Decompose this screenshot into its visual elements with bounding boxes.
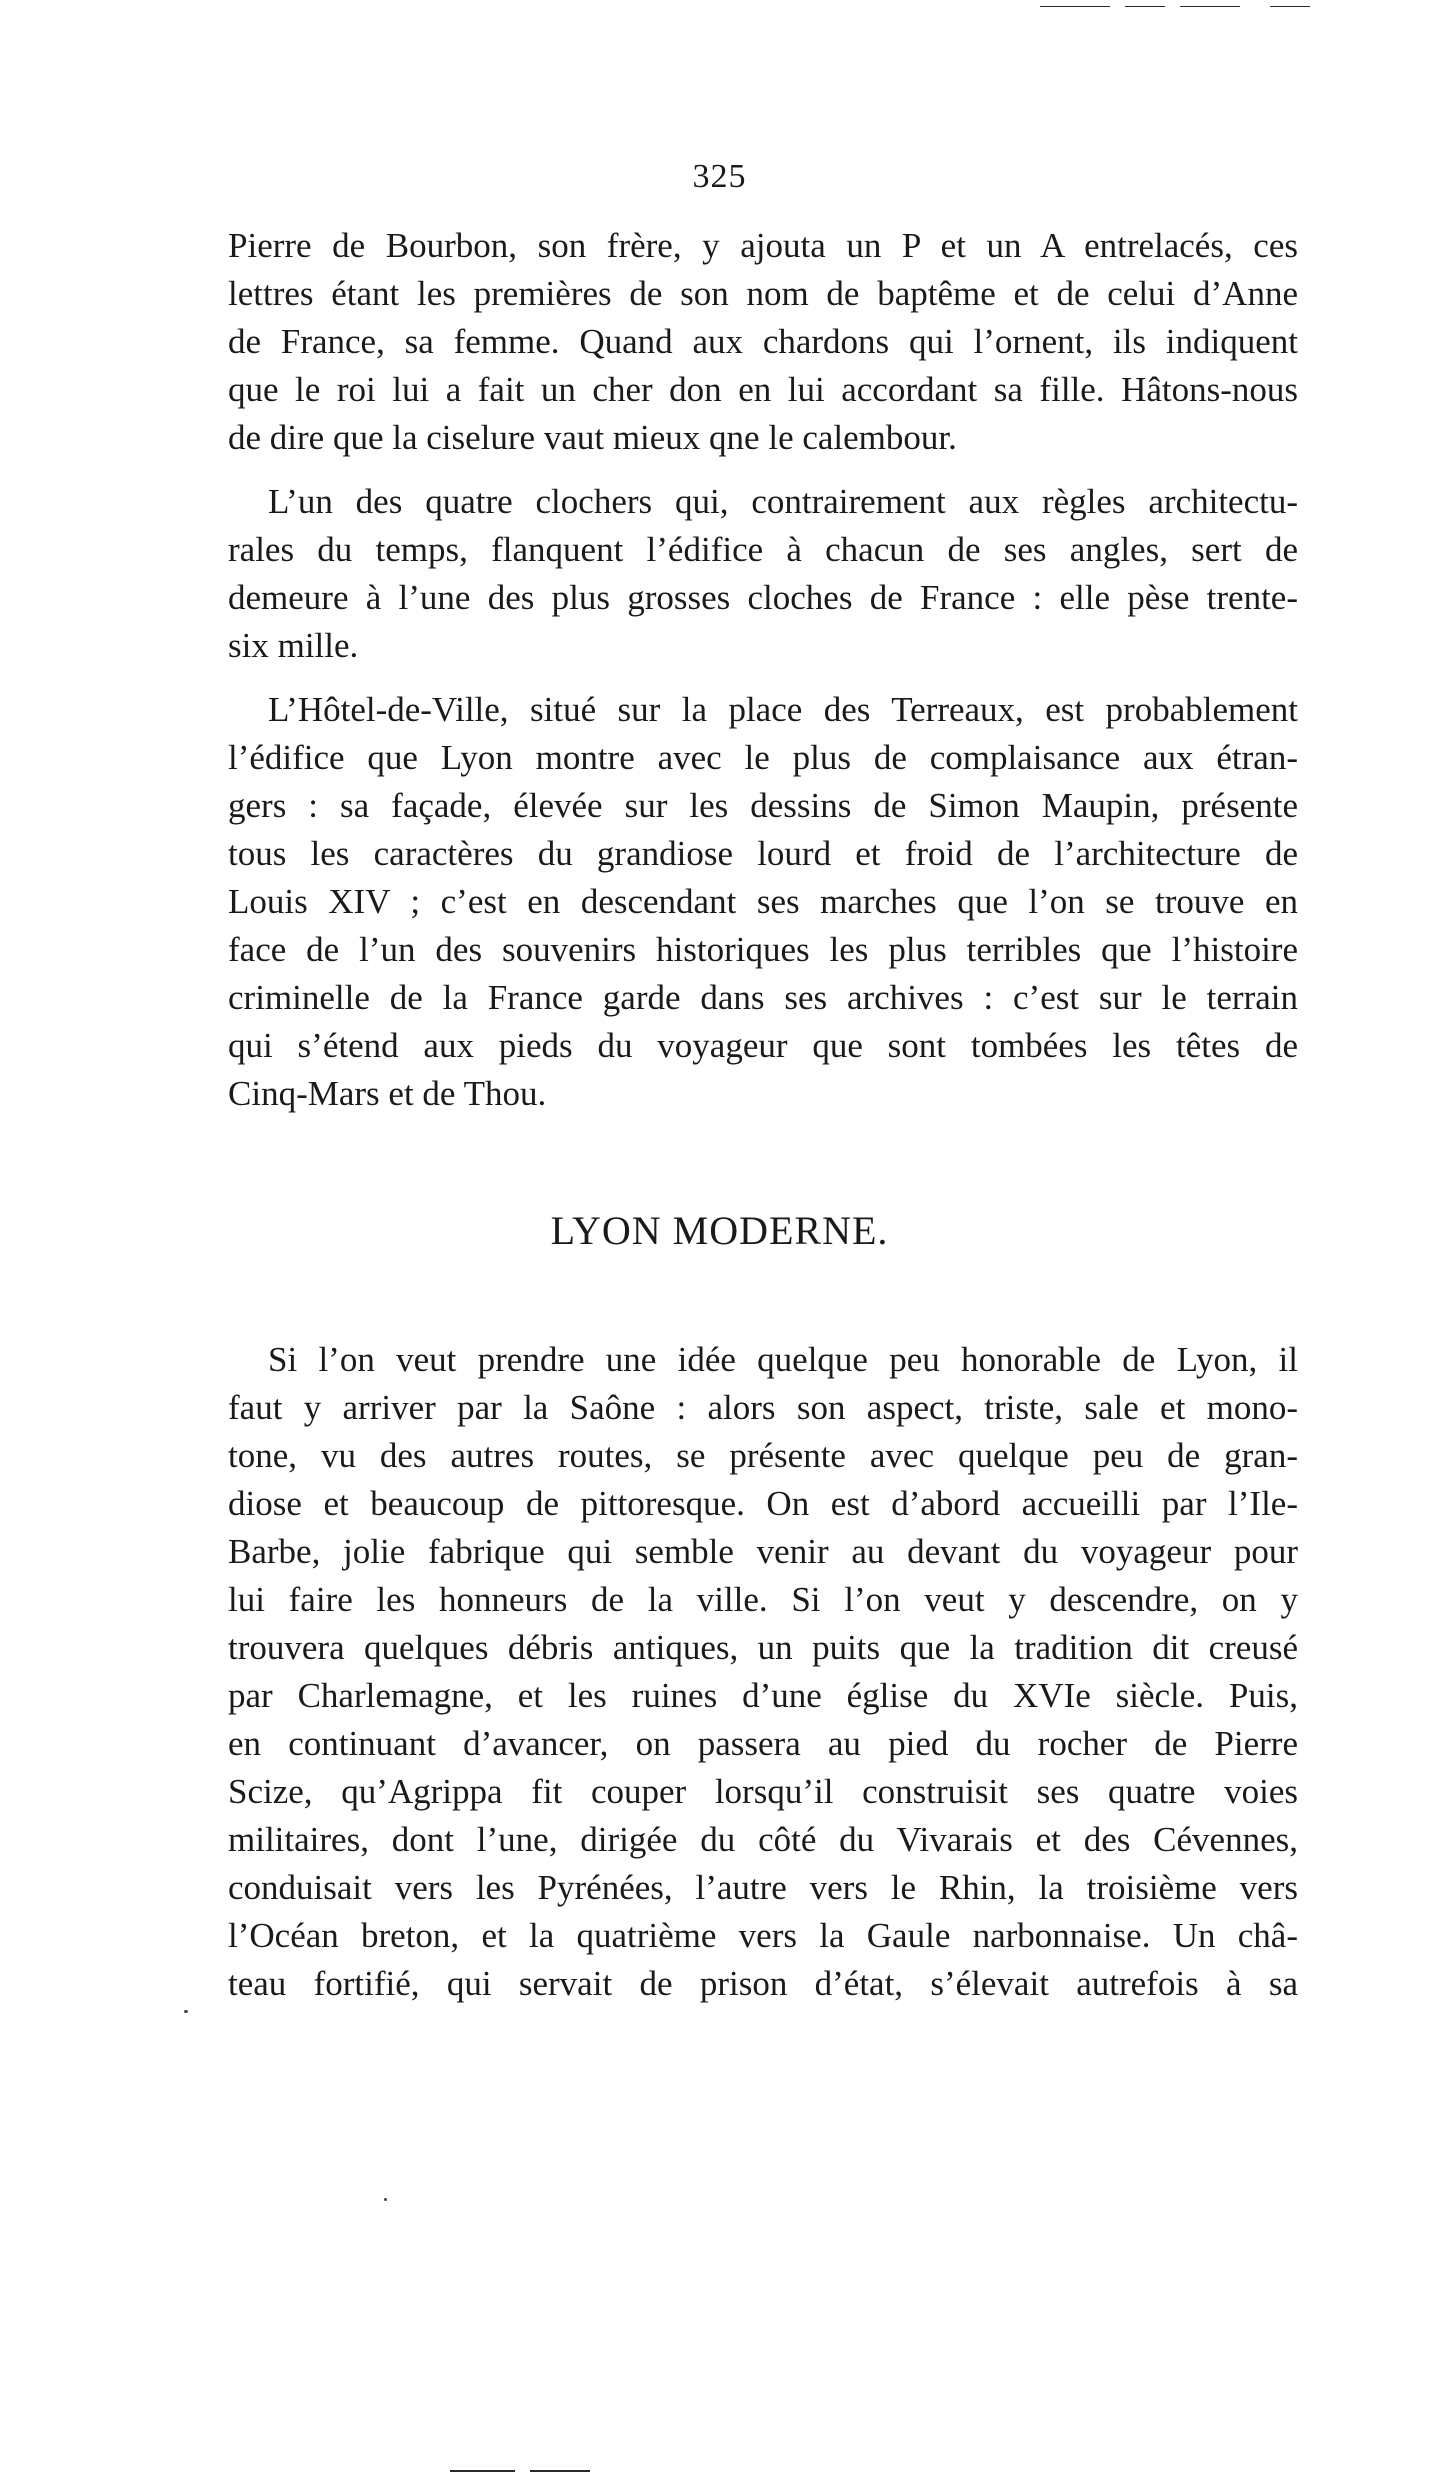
text-line: demeure à l’une des plus grosses cloches de France : elle pèse trente- [228,578,1298,617]
text-line: trouvera quelques débris antiques, un puits que la tradition dit creusé [228,1628,1298,1667]
text-line: gers : sa façade, élevée sur les dessins de Simon Maupin, présente [228,786,1298,825]
page-number: 325 [692,158,747,195]
top-rule-1 [1040,6,1110,7]
speck [384,2198,387,2201]
text-line: militaires, dont l’une, dirigée du côté du Vivarais et des Cévennes, [228,1820,1298,1859]
text-line: en continuant d’avancer, on passera au pied du rocher de Pierre [228,1724,1298,1763]
top-rule-4 [1270,6,1310,7]
text-line: l’édifice que Lyon montre avec le plus de complaisance aux étran- [228,738,1298,777]
text-line: Pierre de Bourbon, son frère, y ajouta un P et un A entrelacés, ces [228,226,1298,265]
section-heading: LYON MODERNE. [550,1208,889,1253]
paragraph-1 [228,222,1298,462]
speck [184,2010,188,2013]
text-line: Cinq-Mars et de Thou. [228,1074,547,1113]
text-line: criminelle de la France garde dans ses archives : c’est sur le terrain [228,978,1298,1017]
text-line: Barbe, jolie fabrique qui semble venir au devant du voyageur pour [228,1532,1298,1571]
top-rule-2 [1125,6,1165,7]
text-line: diose et beaucoup de pittoresque. On est d’abord accueilli par l’Ile- [228,1484,1298,1523]
text-line: par Charlemagne, et les ruines d’une église du XVIe siècle. Puis, [228,1676,1298,1715]
paragraph-4 [228,1336,1298,2008]
text-line: six mille. [228,626,359,665]
text-line: tone, vu des autres routes, se présente avec quelque peu de gran- [228,1436,1298,1475]
text-line: rales du temps, flanquent l’édifice à chacun de ses angles, sert de [228,530,1298,569]
text-line: Louis XIV ; c’est en descendant ses marches que l’on se trouve en [228,882,1298,921]
text-line: de France, sa femme. Quand aux chardons qui l’ornent, ils indiquent [228,322,1298,361]
text-line: Si l’on veut prendre une idée quelque peu honorable de Lyon, il [268,1340,1298,1379]
text-line: l’Océan breton, et la quatrième vers la Gaule narbonnaise. Un châ- [228,1916,1298,1955]
text-line: de dire que la ciselure vaut mieux qne le calembour. [228,418,957,457]
text-line: que le roi lui a fait un cher don en lui accordant sa fille. Hâtons-nous [228,370,1298,409]
bottom-rule-2 [530,2470,590,2472]
text-line: L’un des quatre clochers qui, contrairement aux règles architectu- [268,482,1298,521]
top-rule-3 [1180,6,1240,7]
paragraph-2 [228,478,1298,670]
text-line: Scize, qu’Agrippa fit couper lorsqu’il construisit ses quatre voies [228,1772,1298,1811]
text-line: teau fortifié, qui servait de prison d’état, s’élevait autrefois à sa [228,1964,1298,2003]
text-line: faut y arriver par la Saône : alors son aspect, triste, sale et mono- [228,1388,1298,1427]
bottom-rule-1 [450,2470,515,2472]
text-line: conduisait vers les Pyrénées, l’autre vers le Rhin, la troisième vers [228,1868,1298,1907]
text-line: L’Hôtel-de-Ville, situé sur la place des Terreaux, est probablement [268,690,1298,729]
text-line: lui faire les honneurs de la ville. Si l’on veut y descendre, on y [228,1580,1298,1619]
text-line: face de l’un des souvenirs historiques les plus terribles que l’histoire [228,930,1298,969]
text-line: qui s’étend aux pieds du voyageur que sont tombées les têtes de [228,1026,1298,1065]
text-line: tous les caractères du grandiose lourd et froid de l’architecture de [228,834,1298,873]
paragraph-3 [228,686,1298,1118]
text-line: lettres étant les premières de son nom de baptême et de celui d’Anne [228,274,1298,313]
